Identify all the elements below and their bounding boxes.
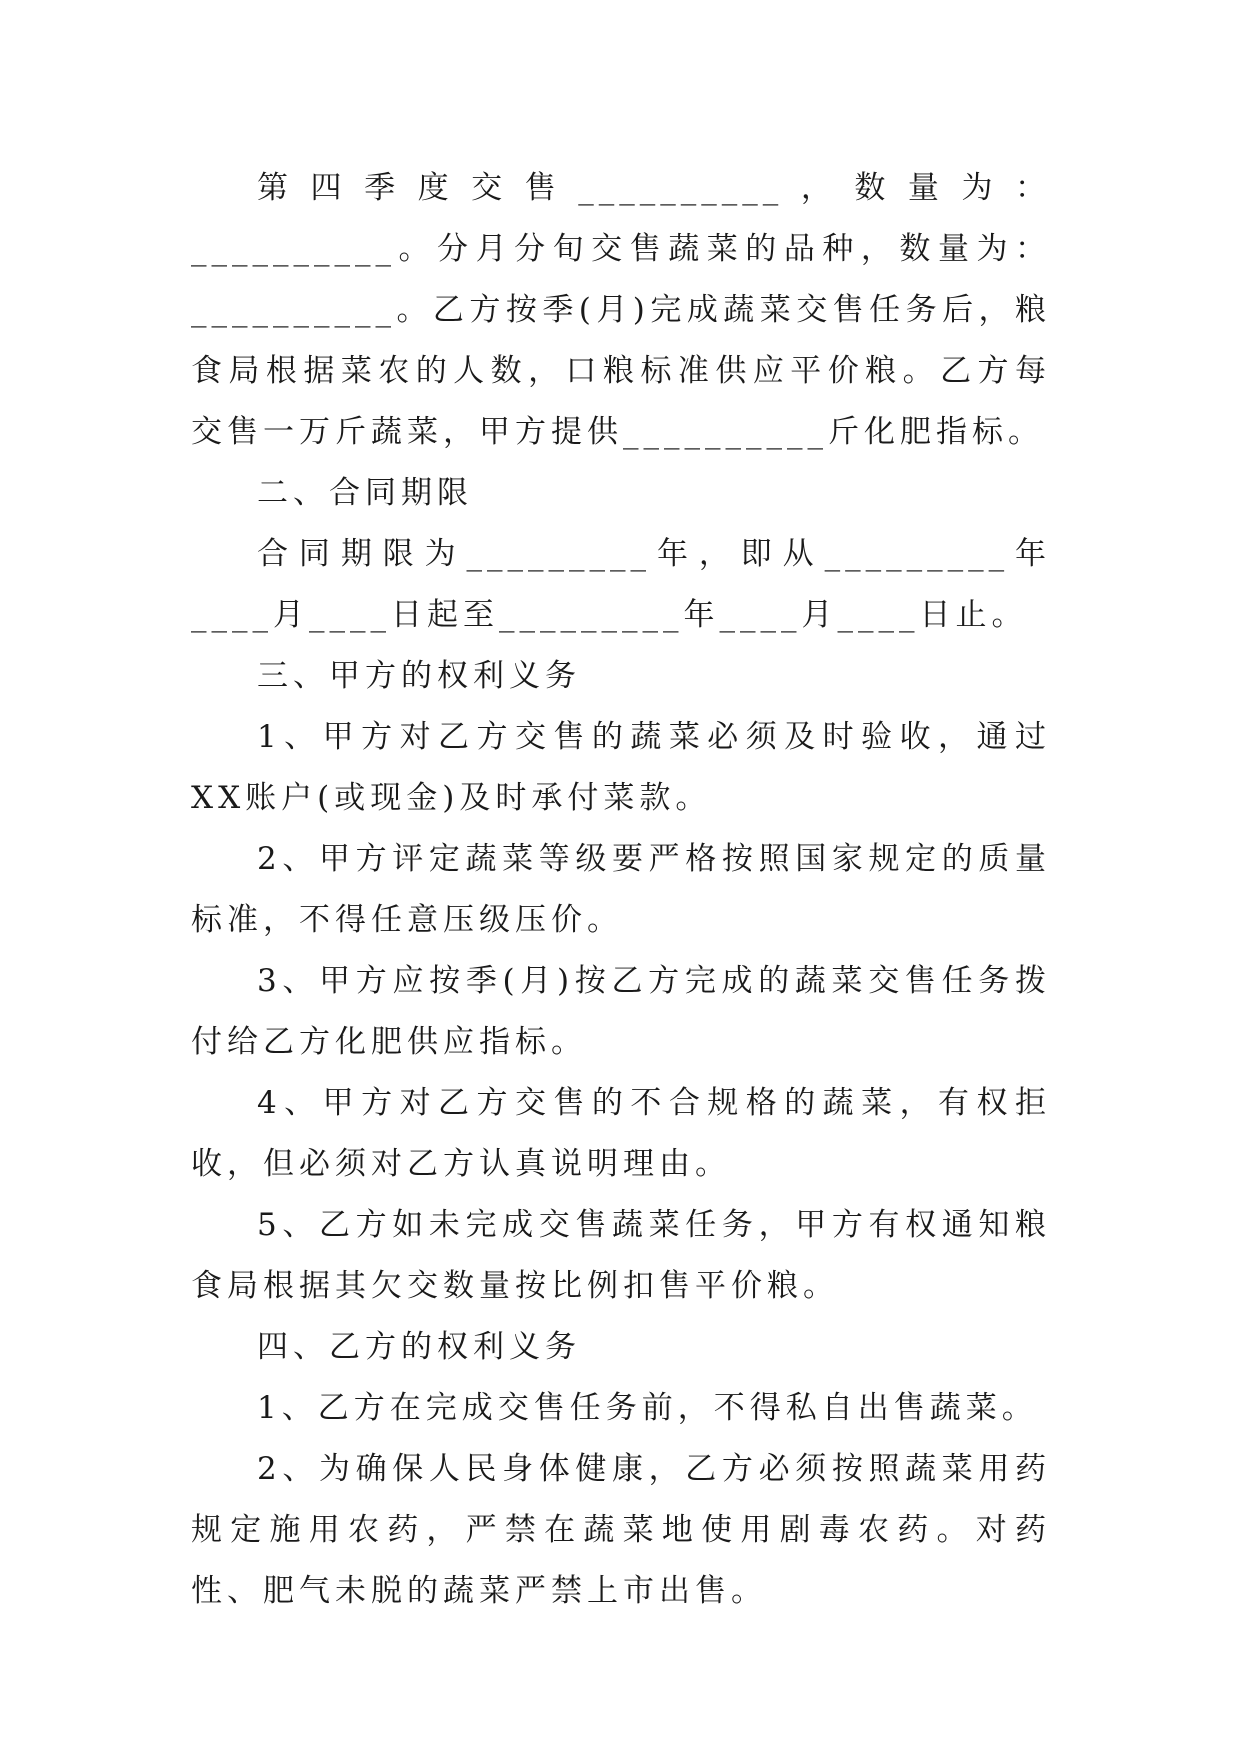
paragraph-party-a-clause-3: 3、甲方应按季(月)按乙方完成的蔬菜交售任务拨付给乙方化肥供应指标。 — [191, 963, 1051, 1060]
paragraph-quarter-four-delivery: 第四季度交售__________，数量为：__________。分月分旬交售蔬菜的品种，数量为：__________。乙方按季(月)完成蔬菜交售任务后，粮食局根据菜农的人数，口粮标准供应平价粮。乙方每交售一万斤蔬菜，甲方提供__________斤化肥指标。 — [191, 170, 1051, 450]
paragraph-party-a-clause-2: 2、甲方评定蔬菜等级要严格按照国家规定的质量标准，不得任意压级压价。 — [191, 841, 1051, 938]
paragraph-contract-term: 合同期限为_________年，即从_________年____月____日起至_________年____月____日止。 — [191, 536, 1051, 633]
heading-party-b-rights: 四、乙方的权利义务 — [257, 1329, 581, 1365]
document-body — [191, 158, 1051, 1622]
paragraph-party-a-clause-5: 5、乙方如未完成交售蔬菜任务，甲方有权通知粮食局根据其欠交数量按比例扣售平价粮。 — [191, 1207, 1051, 1304]
paragraph-party-b-clause-1: 1、乙方在完成交售任务前，不得私自出售蔬菜。 — [257, 1390, 1038, 1426]
paragraph-party-a-clause-1: 1、甲方对乙方交售的蔬菜必须及时验收，通过XX账户(或现金)及时承付菜款。 — [191, 719, 1051, 816]
paragraph-party-b-clause-2: 2、为确保人民身体健康，乙方必须按照蔬菜用药规定施用农药，严禁在蔬菜地使用剧毒农药。对药性、肥气未脱的蔬菜严禁上市出售。 — [191, 1451, 1051, 1609]
paragraph-party-a-clause-4: 4、甲方对乙方交售的不合规格的蔬菜，有权拒收，但必须对乙方认真说明理由。 — [191, 1085, 1051, 1182]
heading-party-a-rights: 三、甲方的权利义务 — [257, 658, 581, 694]
heading-contract-term: 二、合同期限 — [257, 475, 473, 511]
